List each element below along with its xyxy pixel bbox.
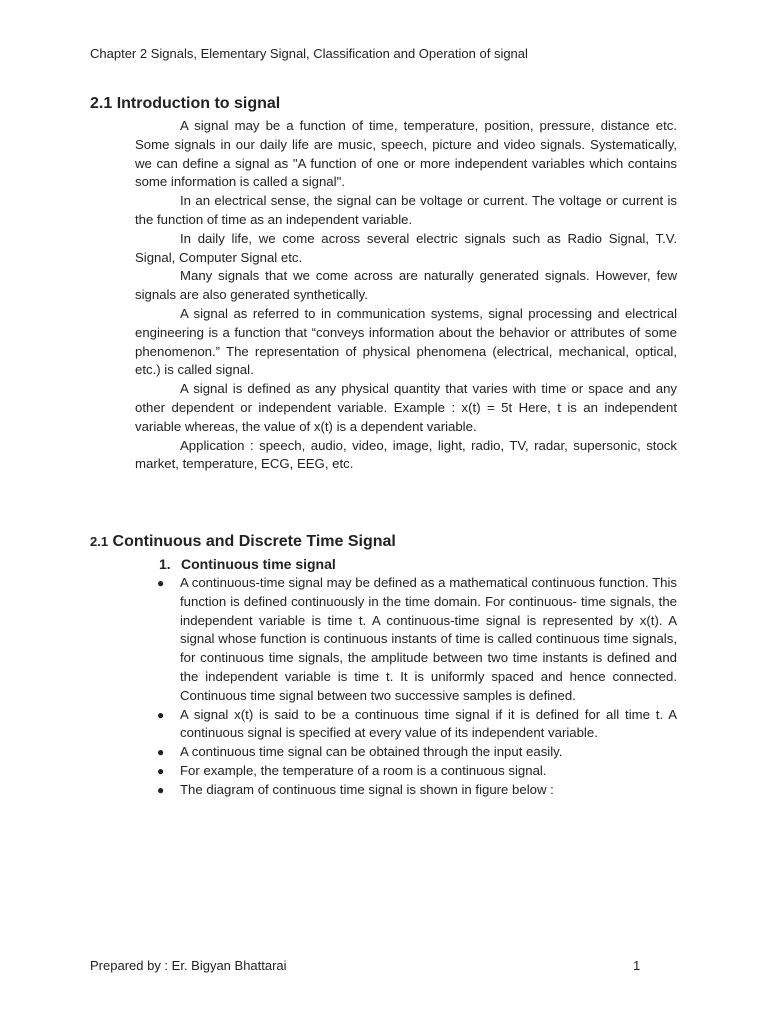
list-item — [155, 574, 677, 706]
list-item — [155, 706, 677, 744]
paragraph: In an electrical sense, the signal can be voltage or current. The voltage or current is the function of time as an independent variable. — [135, 193, 677, 227]
list-item-text: For example, the temperature of a room is a continuous signal. — [180, 762, 547, 778]
paragraph: A signal is defined as any physical quantity that varies with time or space and any other dependent or independent variable. Example : x(t) = 5t Here, t is an independent variable whereas, the value of x(t) is a dependent variable. — [135, 381, 677, 434]
paragraph: Application : speech, audio, video, image, light, radio, TV, radar, supersonic, stock market, temperature, ECG, EEG, etc. — [135, 437, 677, 472]
page-number: 1 — [633, 958, 641, 973]
section-title-introduction: 2.1 Introduction to signal — [90, 95, 281, 112]
list-item — [155, 762, 677, 781]
list-item-text: A continuous-time signal may be defined as a mathematical continuous function. This function is defined continuously in the time domain. For continuous- time signals, the independent variable is time t. A continuous-time signal is represented by x(t). A signal whose function is continuous instants of time is called continuous time signals, for continuous time signals, the amplitude between two time instants is defined and the independent variable is time t. It is uniformly spaced and hence connected. Continuous time signal between two successive samples is defined. — [180, 575, 677, 703]
paragraph: A signal may be a function of time, temperature, position, pressure, distance etc. Some signals in our daily life are music, speech, picture and video signals. Systematically, we can define a signal as "A function of one or more independent variables which contains some information is called a signal". — [135, 118, 677, 190]
subheading-number: 1. — [159, 556, 171, 572]
section-title-text: Continuous and Discrete Time Signal — [112, 533, 396, 550]
introduction-body — [135, 117, 677, 474]
section-number: 2.1 — [90, 534, 109, 549]
bullet-icon: ● — [157, 745, 165, 760]
list-item — [155, 743, 677, 762]
list-item-text: The diagram of continuous time signal is shown in figure below : — [180, 781, 554, 797]
list-item-text: A continuous time signal can be obtained through the input easily. — [180, 744, 563, 760]
list-item — [155, 781, 677, 800]
paragraph: In daily life, we come across several electric signals such as Radio Signal, T.V. Signal, Computer Signal etc. — [135, 230, 677, 265]
bullet-icon: ● — [157, 763, 165, 778]
bullet-icon: ● — [157, 707, 165, 722]
running-header: Chapter 2 Signals, Elementary Signal, Classification and Operation of signal — [90, 46, 528, 61]
bullet-icon: ● — [157, 576, 165, 590]
bullet-list — [155, 574, 677, 800]
list-item-text: A signal x(t) is said to be a continuous time signal if it is defined for all time t. A continuous signal is specified at every value of its independent variable. — [180, 706, 677, 741]
paragraph: A signal as referred to in communication systems, signal processing and electrical engineering is a function that “conveys information about the behavior or attributes of some phenomenon.” The representation of physical phenomena (electrical, mechanical, optical, etc.) is called signal. — [135, 305, 677, 378]
subheading-continuous-time-signal — [159, 555, 336, 573]
subheading-text: Continuous time signal — [181, 556, 336, 572]
section-title-continuous-discrete — [90, 532, 396, 552]
paragraph: Many signals that we come across are naturally generated signals. However, few signals are also generated synthetically. — [135, 268, 677, 303]
footer-author: Prepared by : Er. Bigyan Bhattarai — [90, 958, 287, 973]
bullet-icon: ● — [157, 782, 165, 797]
